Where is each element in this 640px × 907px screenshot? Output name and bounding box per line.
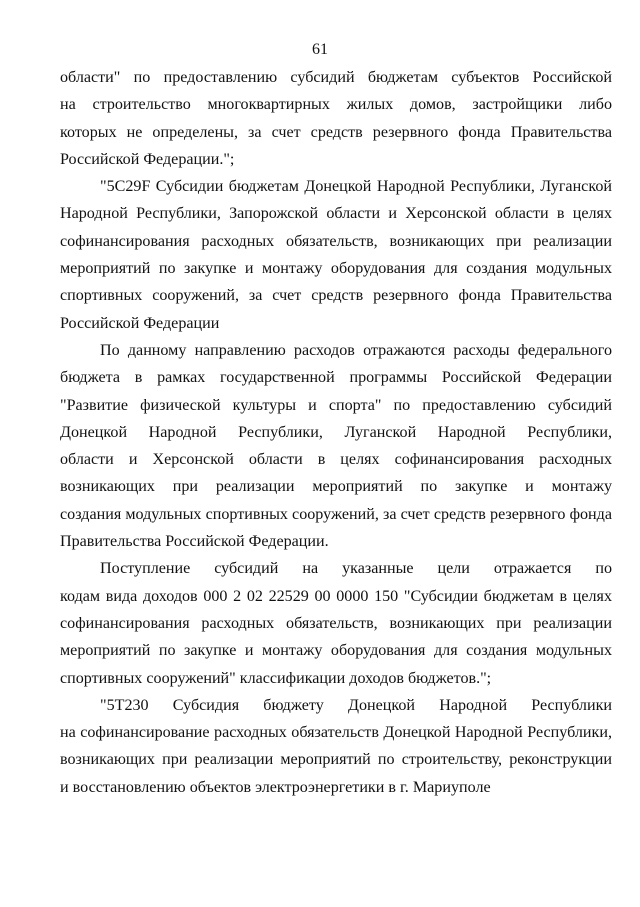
text-line: области и Херсонской области в целях софинансирования расходных (60, 451, 612, 469)
paragraph (60, 64, 612, 173)
text-line: "5C29F Субсидии бюджетам Донецкой Народной Республики, Луганской (100, 178, 612, 196)
text-line: создания модульных спортивных сооружений, за счет средств резервного фонда (60, 505, 612, 523)
text-line: Правительства Российской Федерации. (60, 533, 329, 551)
paragraph (60, 337, 612, 555)
text-line: Народной Республики, Запорожской области и Херсонской области в целях (60, 205, 612, 223)
text-line: "Развитие физической культуры и спорта" по предоставлению субсидий (60, 396, 612, 414)
text-line: софинансирования расходных обязательств, возникающих при реализации (60, 614, 612, 632)
text-line: возникающих при реализации мероприятий по строительству, реконструкции (60, 751, 612, 769)
text-line: области" по предоставлению субсидий бюджетам субъектов Российской (60, 69, 612, 86)
text-line: и восстановлению объектов электроэнергетики в г. Мариуполе (60, 778, 491, 796)
text-line: Поступление субсидий на указанные цели отражается по (100, 560, 612, 578)
text-line: спортивных сооружений, за счет средств резервного фонда Правительства (60, 287, 612, 305)
paragraph (60, 555, 612, 691)
text-line: возникающих при реализации мероприятий по закупке и монтажу (60, 478, 612, 496)
text-line: По данному направлению расходов отражаются расходы федерального (100, 341, 612, 359)
text-line: спортивных сооружений" классификации доходов бюджетов."; (60, 669, 492, 687)
paragraph (60, 692, 612, 801)
text-line: мероприятий по закупке и монтажу оборудования для создания модульных (60, 260, 612, 278)
text-line: на софинансирование расходных обязательств Донецкой Народной Республики, (60, 724, 612, 742)
text-line: Российской Федерации (60, 314, 220, 332)
text-line: кодам вида доходов 000 2 02 22529 00 0000 150 "Субсидии бюджетам в целях (60, 587, 612, 605)
text-line: софинансирования расходных обязательств, возникающих при реализации (60, 232, 612, 250)
text-line: которых не определены, за счет средств резервного фонда Правительства (60, 123, 612, 141)
text-line: на строительство многоквартирных жилых домов, застройщики либо (60, 96, 612, 114)
text-line: Донецкой Народной Республики, Луганской Народной Республики, (60, 423, 612, 441)
text-line: Российской Федерации."; (60, 150, 235, 168)
text-line: бюджета в рамках государственной программы Российской Федерации (60, 369, 612, 387)
page-number: 61 (312, 41, 328, 58)
text-line: мероприятий по закупке и монтажу оборудования для создания модульных (60, 642, 612, 660)
paragraph (60, 173, 612, 337)
text-line: "5T230 Субсидия бюджету Донецкой Народной Республики (100, 696, 612, 714)
document-body (60, 64, 612, 801)
